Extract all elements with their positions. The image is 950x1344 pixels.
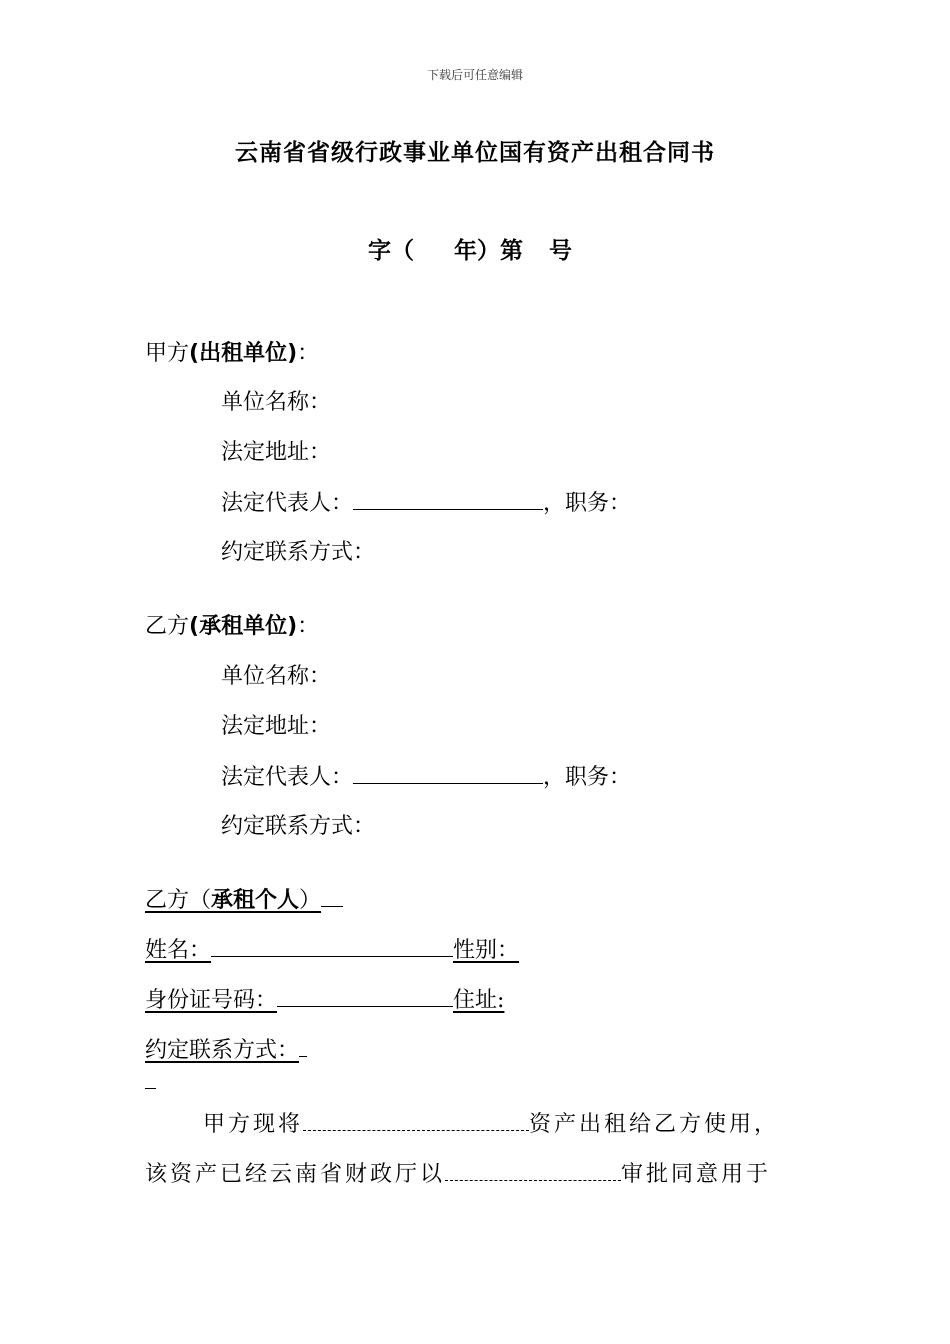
person-gender-label: 性别： xyxy=(453,938,520,963)
party-a-label: 甲方(出租单位)： xyxy=(145,341,320,366)
person-id-blank xyxy=(277,986,453,1007)
party-a-contact: 约定联系方式： xyxy=(221,540,376,565)
body-line-2: 该资产已经云南省财政厅以 审批同意用于 xyxy=(145,1162,772,1187)
party-b-legal-rep: 法定代表人： ，职务： xyxy=(221,759,631,791)
asset-blank xyxy=(303,1112,529,1131)
party-a-unit-name: 单位名称： xyxy=(221,390,332,415)
party-a-legal-rep-blank xyxy=(353,485,543,510)
person-contact: 约定联系方式： xyxy=(145,1033,307,1064)
person-id-address-row xyxy=(145,983,504,1014)
doc-number-part1: 字（ xyxy=(368,238,414,264)
party-b-unit-name: 单位名称： xyxy=(221,664,332,689)
party-a-legal-rep: 法定代表人： ，职务： xyxy=(221,485,631,517)
party-b-unit-label: 乙方(承租单位)： xyxy=(145,614,320,639)
approval-blank xyxy=(445,1162,621,1181)
party-b-person-label: 乙方（承租个人） xyxy=(145,883,343,914)
party-a-address: 法定地址： xyxy=(221,440,332,465)
person-residence-label: 住址: xyxy=(453,988,505,1013)
document-title: 云南省省级行政事业单位国有资产出租合同书 xyxy=(235,140,715,166)
header-note: 下载后可任意编辑 xyxy=(426,68,523,82)
doc-number-part2: 年）第 xyxy=(454,238,523,264)
doc-number-part3: 号 xyxy=(549,238,572,264)
person-name-gender-row xyxy=(145,933,519,964)
person-id-label: 身份证号码： xyxy=(145,988,278,1013)
party-b-contact: 约定联系方式： xyxy=(221,814,376,839)
stray-underscore xyxy=(145,1078,156,1089)
body-line-1: 甲方现将 资产出租给乙方使用， xyxy=(203,1112,780,1137)
document-number xyxy=(368,232,572,265)
person-name-label: 姓名： xyxy=(145,938,212,963)
person-name-blank xyxy=(211,936,453,957)
party-b-legal-rep-blank xyxy=(353,759,543,784)
party-b-address: 法定地址： xyxy=(221,714,332,739)
